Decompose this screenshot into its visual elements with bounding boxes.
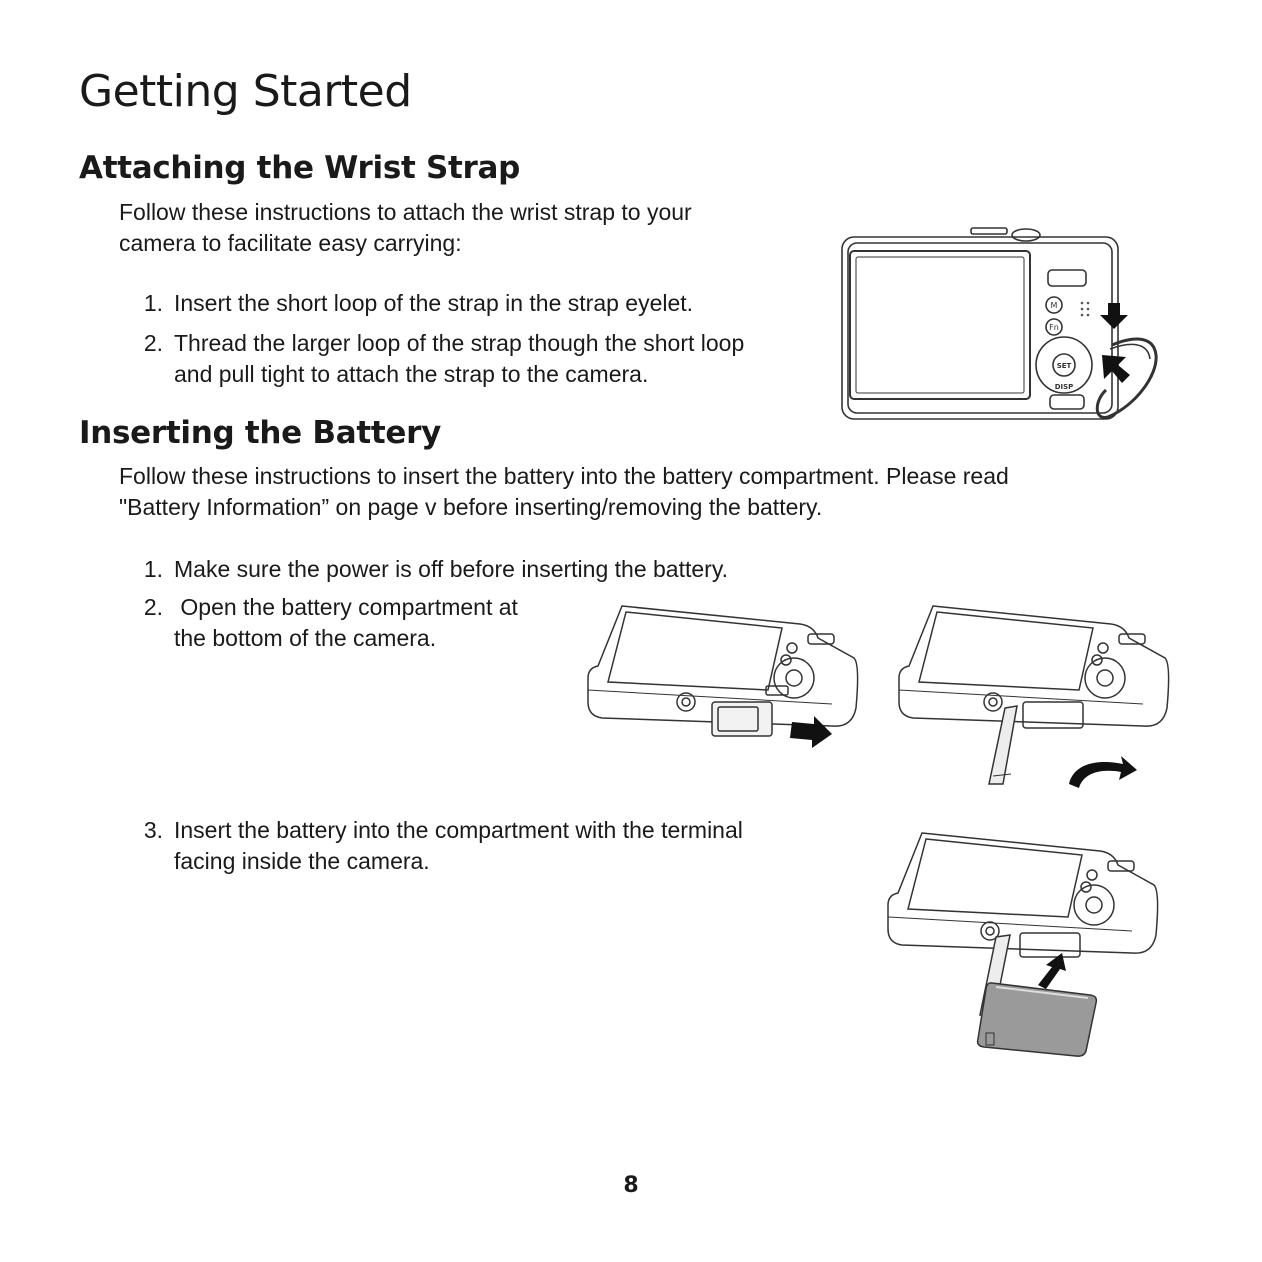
camera-fn-label: Fn	[1049, 323, 1059, 332]
step-text-continued: and pull tight to attach the strap to the camera.	[174, 361, 649, 387]
step-text: Thread the larger loop of the strap though the short loop	[174, 330, 745, 356]
step-text-continued: facing inside the camera.	[174, 848, 430, 874]
wrist-strap-step-2	[131, 328, 831, 392]
battery-intro-line1: Follow these instructions to insert the battery into the battery compartment. Please read	[119, 463, 1009, 489]
wrist-strap-heading: Attaching the Wrist Strap	[79, 150, 521, 186]
battery-step-2	[131, 592, 571, 656]
wrist-strap-step-1	[131, 288, 811, 320]
slide-right-arrow-icon	[790, 716, 832, 748]
step-text: Make sure the power is off before inserting the battery.	[174, 556, 728, 582]
camera-m-label: M	[1050, 301, 1058, 310]
up-left-arrow-icon	[1102, 355, 1130, 383]
camera-insert-battery-illustration	[882, 825, 1162, 1060]
rotate-arrow-icon	[1069, 756, 1137, 788]
wrist-strap-intro-line1: Follow these instructions to attach the wrist strap to your	[119, 199, 692, 225]
camera-wrist-strap-illustration	[836, 225, 1171, 425]
insert-up-arrow-icon	[1038, 953, 1066, 989]
camera-set-label: SET	[1056, 362, 1072, 370]
wrist-strap-intro-line2: camera to facilitate easy carrying:	[119, 230, 462, 256]
step-number: 2.	[143, 594, 163, 620]
battery-heading: Inserting the Battery	[79, 415, 441, 451]
page-title: Getting Started	[79, 66, 412, 117]
camera-disp-label: DISP	[1054, 383, 1074, 391]
battery-intro	[119, 461, 1009, 523]
battery-step-1	[131, 554, 831, 586]
step-number: 2.	[143, 330, 163, 356]
page-number: 8	[623, 1173, 639, 1198]
step-text: Open the battery compartment at	[174, 594, 518, 620]
camera-compartment-open-illustration	[893, 598, 1173, 793]
down-arrow-icon	[1100, 303, 1128, 329]
step-text: Insert the short loop of the strap in the strap eyelet.	[174, 290, 694, 316]
step-number: 1.	[143, 290, 163, 316]
wrist-strap-intro	[119, 197, 692, 259]
step-number: 1.	[143, 556, 163, 582]
battery-icon	[978, 983, 1097, 1056]
camera-compartment-closed-illustration	[582, 598, 862, 758]
step-text: Insert the battery into the compartment with the terminal	[174, 817, 743, 843]
battery-step-3	[131, 815, 831, 879]
step-text-continued: the bottom of the camera.	[174, 625, 437, 651]
battery-intro-line2: "Battery Information” on page v before inserting/removing the battery.	[119, 494, 823, 520]
step-number: 3.	[143, 817, 163, 843]
